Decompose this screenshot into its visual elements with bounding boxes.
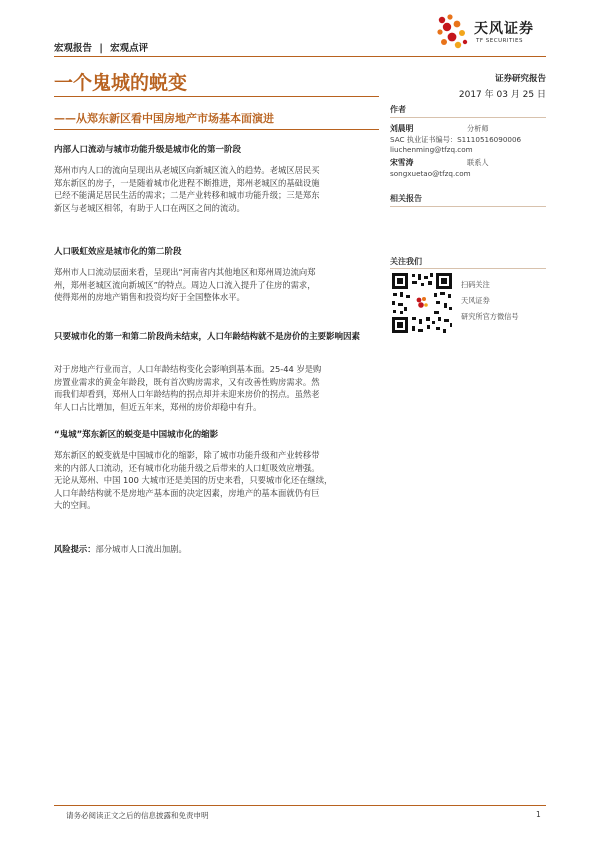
author-cert: SAC 执业证书编号：S1110516090006 — [390, 135, 522, 144]
category-separator: | — [99, 43, 103, 54]
paragraph-line: 人口年龄结构就不是房地产基本面的决定因素，房地产的基本面就仍有巨 — [54, 487, 320, 498]
section-paragraph — [54, 164, 377, 214]
section-paragraph — [54, 363, 377, 413]
logo-english-name: TF SECURITIES — [476, 38, 523, 44]
author-role: 联系人 — [467, 158, 489, 167]
title-divider — [54, 96, 379, 97]
risk-warning — [54, 543, 377, 556]
paragraph-line: 来的内部人口流动，还有城市化功能升级之后带来的人口虹吸效应增强。 — [54, 462, 320, 473]
related-reports-label: 相关报告 — [390, 194, 422, 203]
paragraph-line: 郑东新区的房子，一是随着城市化进程不断推进，郑州老城区的基础设施 — [54, 177, 320, 188]
follow-line: 扫码关注 — [461, 280, 490, 289]
section-paragraph — [54, 449, 377, 512]
company-logo — [436, 12, 546, 52]
follow-divider — [390, 268, 546, 269]
author-email[interactable]: liuchenming@tfzq.com — [390, 145, 473, 154]
author-name: 刘晨明 — [390, 124, 414, 133]
risk-text: 部分城市人口流出加剧。 — [95, 544, 187, 554]
header-divider — [54, 56, 546, 57]
paragraph-line: 使得郑州的房地产销售和投资均好于全国整体水平。 — [54, 292, 245, 303]
authors-divider — [390, 117, 546, 118]
paragraph-line: 已经不能满足居民生活的需求；二是产业转移和城市功能升级；三是郑东 — [54, 190, 320, 201]
subtitle-divider — [54, 129, 379, 130]
paragraph-line: 新区与老城区相邻，有助于人口在两区之间的流动。 — [54, 202, 245, 213]
paragraph-line: 对于房地产行业而言，人口年龄结构变化会影响到基本面。25-44 岁是购 — [54, 364, 322, 374]
section-paragraph — [54, 266, 377, 304]
risk-label: 风险提示： — [54, 544, 96, 554]
author-name: 宋雪涛 — [390, 158, 414, 167]
section-heading: 内部人口流动与城市功能升级是城市化的第一阶段 — [54, 145, 242, 155]
report-subtitle: ——从郑东新区看中国房地产市场基本面演进 — [54, 112, 274, 125]
paragraph-line: 郑州市内人口的流向呈现出从老城区向新城区流入的趋势。老城区居民买 — [54, 165, 320, 175]
follow-line: 天风证券 — [461, 296, 490, 305]
section-heading: “鬼城”郑东新区的蜕变是中国城市化的缩影 — [54, 430, 219, 440]
authors-label: 作者 — [390, 105, 406, 114]
logo-mark-icon — [436, 12, 472, 52]
category-label: 宏观报告 — [54, 43, 93, 54]
report-date: 2017 年 03 月 25 日 — [458, 90, 546, 100]
paragraph-line: 而我们却看到，郑州人口年龄结构的拐点却并未迎来房价的拐点。虽然老 — [54, 389, 320, 400]
paragraph-line: 年人口占比增加，但近五年来，郑州的房价却稳中有升。 — [54, 401, 262, 412]
report-title: 一个鬼城的蜕变 — [54, 72, 188, 94]
paragraph-line: 房置业需求的黄金年龄段，既有首次购房需求，又有改善性购房需求。然 — [54, 376, 320, 387]
paragraph-line: 无论从郑州、中国 100 大城市还是美国的历史来看，只要城市化还在继续， — [54, 475, 333, 486]
report-type: 证券研究报告 — [494, 74, 546, 84]
page-number: 1 — [536, 810, 541, 819]
author-email[interactable]: songxuetao@tfzq.com — [390, 169, 471, 178]
report-category — [54, 40, 148, 54]
paragraph-line: 郑东新区的蜕变就是中国城市化的缩影，除了城市功能升级和产业转移带 — [54, 450, 320, 460]
follow-us-label: 关注我们 — [390, 257, 422, 266]
follow-line: 研究所官方微信号 — [461, 312, 519, 321]
footer-divider — [54, 805, 546, 806]
paragraph-line: 州，郑州老城区流向新城区”的特点。周边人口流入提升了住房的需求， — [54, 279, 316, 290]
section-heading: 只要城市化的第一和第二阶段尚未结束，人口年龄结构就不是房价的主要影响因素 — [54, 332, 361, 342]
wechat-qr-code-icon[interactable] — [390, 271, 454, 335]
footer-disclaimer: 请务必阅读正文之后的信息披露和免责申明 — [66, 811, 209, 820]
paragraph-line: 郑州市人口流动层面来看，呈现出“河南省内其他地区和郑州周边流向郑 — [54, 267, 316, 277]
author-role: 分析师 — [467, 124, 489, 133]
subcategory-label: 宏观点评 — [110, 43, 149, 54]
section-heading: 人口吸虹效应是城市化的第二阶段 — [54, 247, 182, 257]
related-divider — [390, 206, 546, 207]
logo-chinese-name: 天风证券 — [474, 21, 534, 37]
paragraph-line: 大的空间。 — [54, 500, 96, 511]
